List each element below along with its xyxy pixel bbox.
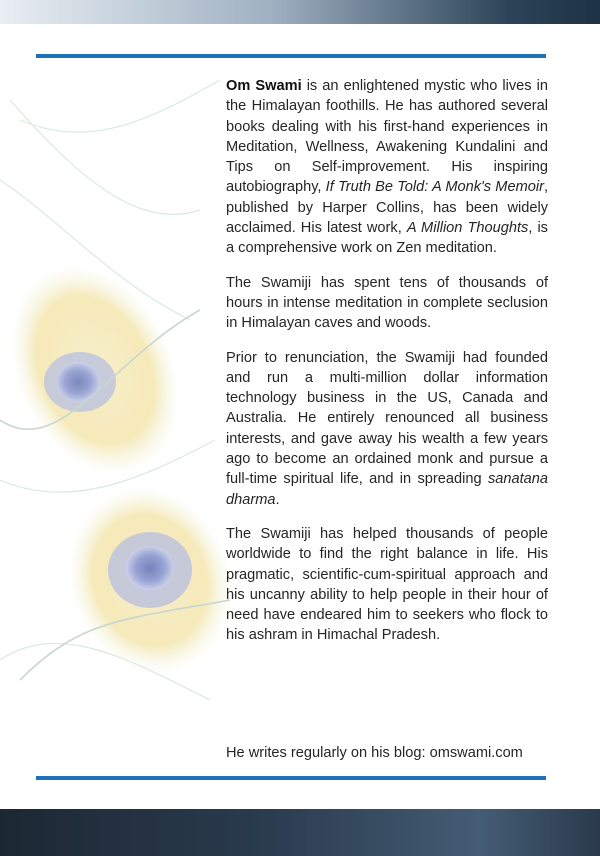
bio-paragraph-1 [226,76,548,259]
bio-text: , is a comprehensive work on Zen meditation. [226,220,548,257]
bio-text: is an enlightened mystic who lives in the Himalayan foothills. He has authored several books dealing with his first-hand experiences in Meditation, Wellness, Awakening Kundalini and Tips on Self-improvement. His inspiring autobiography, [226,78,548,196]
bio-text: Prior to renunciation, the Swamiji had founded and run a multi-million dollar information technology business in the US, Canada and Australia. He entirely renounced all business interests, and gave away his wealth a few years ago to become an ordained monk and pursue a full-time spiritual life, and in spreading [226,349,548,488]
bio-text: . [275,491,280,508]
bio-paragraph-4: The Swamiji has helped thousands of people worldwide to find the right balance in life. His pragmatic, scientific-cum-spiritual approach and his uncanny ability to help people in their hour of need have endeared him to seekers who flock to his ashram in Himachal Pradesh. [226,525,548,644]
italic-term: sanatana dharma [226,471,548,508]
blog-line: He writes regularly on his blog: omswami.com [226,745,523,761]
author-bio [226,76,548,660]
top-color-band [0,0,600,24]
feather-eye-upper-center [56,362,100,402]
peacock-feather-illustration [0,60,230,780]
author-name: Om Swami [226,78,302,94]
bio-paragraph-3 [226,348,548,510]
bottom-divider-rule [36,776,546,780]
book-title-autobiography: If Truth Be Told: A Monk's Memoir [325,179,544,196]
book-title-latest: A Million Thoughts [406,220,529,237]
bottom-color-band [0,809,600,856]
bio-paragraph-2: The Swamiji has spent tens of thousands of hours in intense meditation in complete seclusion in Himalayan caves and woods. [226,274,548,332]
feather-eye-lower-center [126,546,174,590]
top-divider-rule [36,54,546,58]
bio-text: , published by Harper Collins, has been widely acclaimed. His latest work, [226,179,549,237]
